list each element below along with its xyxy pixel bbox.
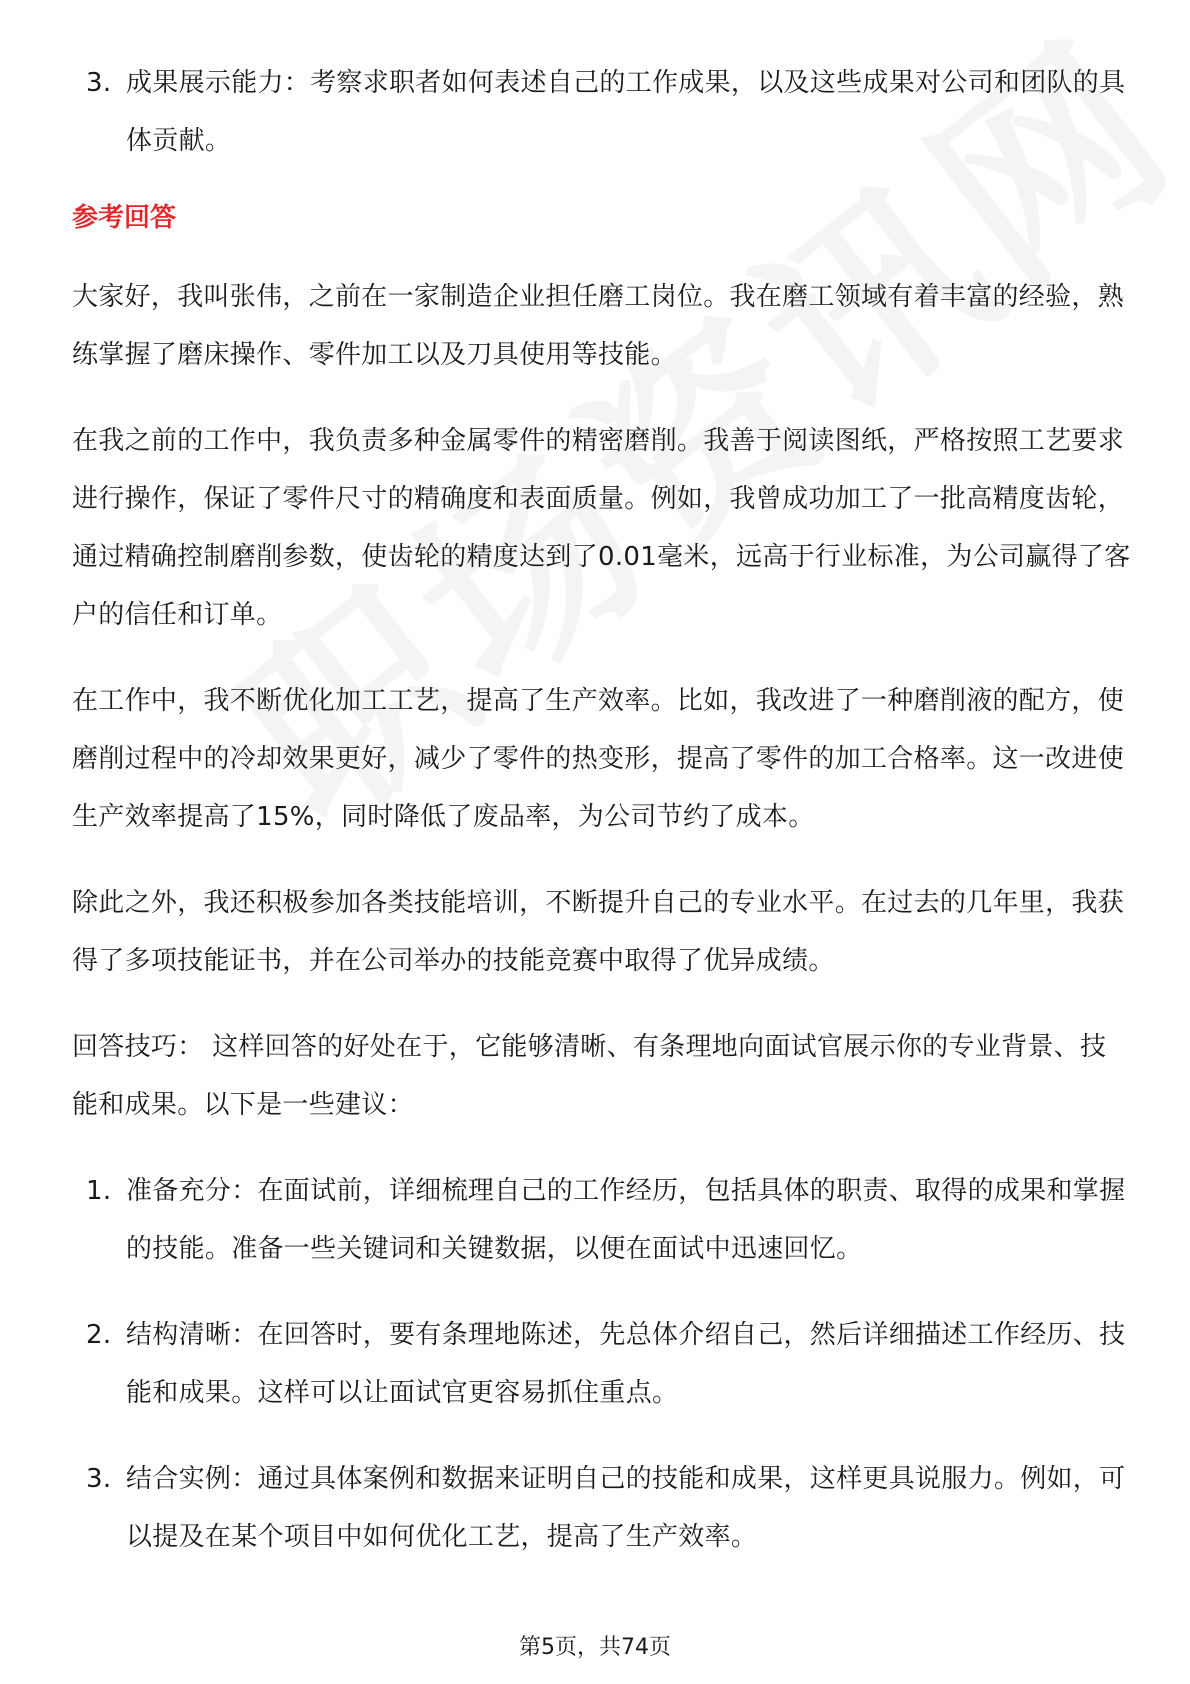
tip-item-3	[72, 1450, 1132, 1566]
paragraph-training: 除此之外，我还积极参加各类技能培训，不断提升自己的专业水平。在过去的几年里，我获得了多项技能证书，并在公司举办的技能竞赛中取得了优异成绩。	[72, 888, 1125, 976]
list-text: 结合实例：通过具体案例和数据来证明自己的技能和成果，这样更具说服力。例如，可以提及在某个项目中如何优化工艺，提高了生产效率。	[126, 1464, 1126, 1552]
list-text: 成果展示能力：考察求职者如何表述自己的工作成果，以及这些成果对公司和团队的具体贡献。	[126, 68, 1126, 156]
list-number: 1.	[86, 1176, 112, 1206]
section-heading: 参考回答	[72, 203, 177, 233]
paragraph-intro: 大家好，我叫张伟，之前在一家制造企业担任磨工岗位。我在磨工领域有着丰富的经验，熟练掌握了磨床操作、零件加工以及刀具使用等技能。	[72, 282, 1125, 370]
paragraph-tips-intro: 回答技巧： 这样回答的好处在于，它能够清晰、有条理地向面试官展示你的专业背景、技能和成果。以下是一些建议：	[72, 1032, 1107, 1120]
tip-item-2	[72, 1306, 1132, 1422]
paragraph-experience: 在我之前的工作中，我负责多种金属零件的精密磨削。我善于阅读图纸，严格按照工艺要求进行操作，保证了零件尺寸的精确度和表面质量。例如，我曾成功加工了一批高精度齿轮，通过精确控制磨削参数，使齿轮的精度达到了0.01毫米，远高于行业标准，为公司赢得了客户的信任和订单。	[72, 426, 1131, 630]
list-text: 结构清晰：在回答时，要有条理地陈述，先总体介绍自己，然后详细描述工作经历、技能和成果。这样可以让面试官更容易抓住重点。	[126, 1320, 1126, 1408]
tip-item-1	[72, 1162, 1132, 1278]
list-number: 3.	[86, 1464, 112, 1494]
list-text: 准备充分：在面试前，详细梳理自己的工作经历，包括具体的职责、取得的成果和掌握的技能。准备一些关键词和关键数据，以便在面试中迅速回忆。	[126, 1176, 1126, 1264]
page-footer: 第5页，共74页	[519, 1635, 671, 1660]
list-number: 2.	[86, 1320, 112, 1350]
list-item-top	[72, 54, 1132, 170]
page-content	[72, 54, 1132, 1594]
list-number: 3.	[86, 68, 112, 98]
paragraph-optimization: 在工作中，我不断优化加工工艺，提高了生产效率。比如，我改进了一种磨削液的配方，使磨削过程中的冷却效果更好，减少了零件的热变形，提高了零件的加工合格率。这一改进使生产效率提高了15%，同时降低了废品率，为公司节约了成本。	[72, 686, 1125, 832]
